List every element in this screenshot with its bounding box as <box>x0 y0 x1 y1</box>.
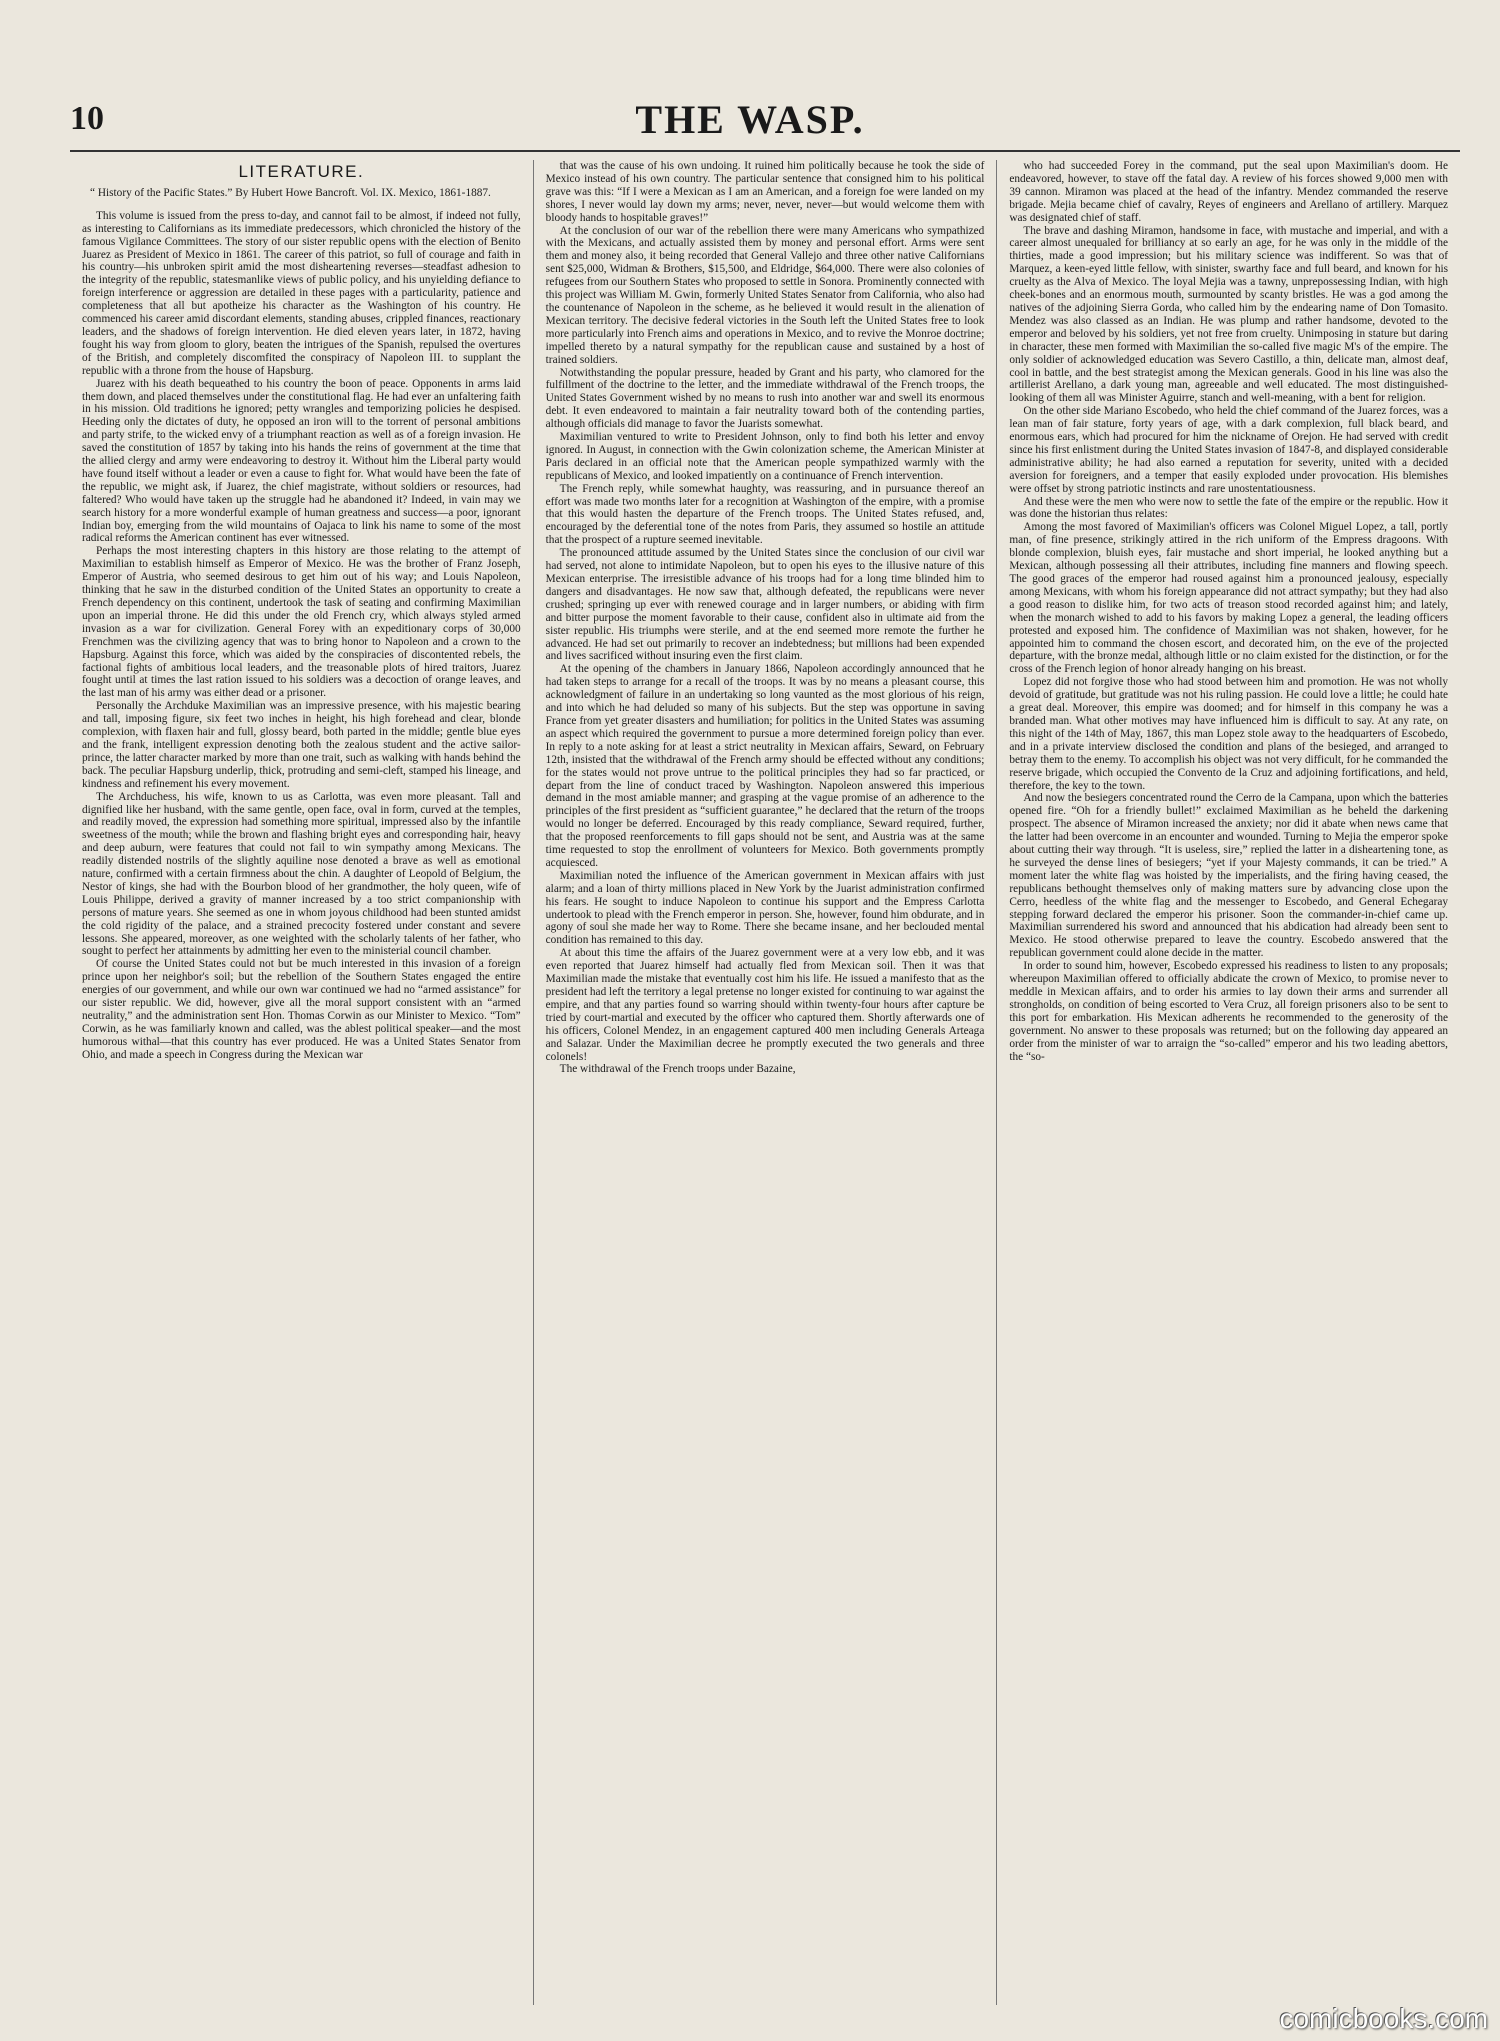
article-paragraph: who had succeeded Forey in the command, put the seal upon Maximilian's doom. He endeavored, however, to stave off the fatal day. A review of his forces showed 9,000 men with 39 cannon. Miramon was placed at the head of the infantry. Mendez commanded the reserve brigade. Mejia became chief of cavalry, Reyes of engineers and Arellano of artillery. Marquez was designated chief of staff. <box>1009 160 1449 224</box>
watermark-text: comicbooks.com <box>1279 2003 1488 2034</box>
article-paragraph: And these were the men who were now to settle the fate of the empire or the republic. How it was done the historian thus relates: <box>1009 495 1449 521</box>
article-paragraph: The French reply, while somewhat haughty, was reassuring, and in pursuance thereof an effort was made two months later for a recognition at Washington of the empire, with a promise that this would hasten the departure of the French troops. The United States refused, and, encouraged by the deferential tone of the notes from Paris, they assumed so hostile an attitude that the prospect of a rupture seemed inevitable. <box>545 482 985 547</box>
article-paragraph: Personally the Archduke Maximilian was an impressive presence, with his majestic bearing and tall, imposing figure, six feet two inches in height, his high forehead and clear, blonde complexion, with flaxen hair and full, glossy beard, both parted in the middle; gentle blue eyes and the frank, intelligent expression denoting both the zealous student and the active sailor-prince, the latter character marked by more than one trait, such as walking with hands behind the back. The peculiar Hapsburg underlip, thick, protruding and semi-cleft, stamped his lineage, and kindness and refinement his every movement. <box>82 700 521 790</box>
article-paragraph: Among the most favored of Maximilian's officers was Colonel Miguel Lopez, a tall, portly man, of fine presence, strikingly attired in the rich uniform of the Empress dragoons. With blonde complexion, bluish eyes, fair mustache and short imperial, he looked anything but a Mexican, although possessing all their attributes, including fine manners and flowing speech. The good graces of the emperor had roused against him a pronounced jealousy, especially among Mexicans, with whom his foreign appearance did not attract sympathy; but they had also a good reason to dislike him, for two acts of treason stood recorded against him; and lately, when the monarch wished to add to his favors by making Lopez a general, the leading officers protested and exposed him. The confidence of Maximilian was not shaken, however, for he appointed him to command the chosen escort, and decorated him, on the eve of the projected departure, with the bronze medal, although little or no claim existed for the distinction, or for the cross of the French legion of honor already hanging on his breast. <box>1009 521 1449 676</box>
article-paragraph: At the opening of the chambers in January 1866, Napoleon accordingly announced that he had taken steps to arrange for a recall of the troops. It was by no means a pleasant course, this acknowledgment of failure in an undertaking so long vaunted as the most glorious of his reign, and into which he had deluded so many of his subjects. But the step was opportune in saving France from yet greater disasters and humiliation; for politics in the United States was assuming an aspect which required the government to pursue a more determined foreign policy than ever. In reply to a note asking for at least a strict neutrality in Mexican affairs, Seward, on February 12th, insisted that the withdrawal of the French army should be effected without any conditions; for the states would not prove untrue to the political principles they had so far practiced, or depart from the line of conduct traced by Washington. Napoleon answered this imperious demand in the most amiable manner; and grasping at the vague promise of an adherence to the principles of the first president as “sufficient guarantee,” he declared that the return of the troops would no longer be deferred. Encouraged by this ready compliance, Seward required, further, that the proposed reenforcements to fill gaps should not be sent, and Austria was at the same time requested to stop the enrollment of volunteers for Mexico. Both governments promptly acquiesced. <box>545 663 985 869</box>
article-paragraph: The brave and dashing Miramon, handsome in face, with mustache and imperial, and with a career almost unequaled for brilliancy at so early an age, for he was only in the middle of the thirties, made a good impression; but his military science was indifferent. So was that of Marquez, a keen-eyed little fellow, with sinister, swarthy face and full beard, and known for his cruelty as the Alva of Mexico. The loyal Mejia was a tawny, unprepossessing Indian, with high cheek-bones and an enormous mouth, surmounted by scanty bristles. He was a god among the natives of the adjoining Sierra Gorda, who called him by the endearing name of Don Tomasito. Mendez was also classed as an Indian. He was plump and rather handsome, devoted to the emperor and beloved by his soldiers, yet not free from cruelty. Unimposing in stature but daring in character, these men formed with Maximilian the so-called five magic M's of the empire. The only soldier of acknowledged education was Severo Castillo, a thin, delicate man, almost deaf, cool in battle, and the best strategist among the Mexican generals. Good in his line was also the artillerist Arellano, a dark young man, agreeable and well educated. The most distinguished-looking of them all was Minister Aguirre, stanch and well-meaning, with a bent for religion. <box>1009 224 1449 405</box>
column-3 <box>996 160 1460 2005</box>
header-rule <box>70 150 1460 152</box>
section-title: LITERATURE. <box>238 162 365 181</box>
article-paragraph: Maximilian noted the influence of the American government in Mexican affairs with just alarm; and a loan of thirty millions placed in New York by the Juarist administration confirmed his fears. He sought to induce Napoleon to continue his support and the Empress Carlotta undertook to plead with the French emperor in person. She, however, found him obdurate, and in agony of soul she made her way to Rome. There she became insane, and her beclouded mental condition has remained to this day. <box>545 869 985 947</box>
article-paragraph: The Archduchess, his wife, known to us as Carlotta, was even more pleasant. Tall and dignified like her husband, with the same gentle, open face, oval in form, curved at the temples, and readily moved, the expression had something more spiritual, impressed also by the infantile sweetness of the mouth; while the brown and flashing bright eyes and corresponding hair, heavy and deep auburn, were features that could not fail to win sympathy among Mexicans. The readily distended nostrils of the slightly aquiline nose denoted a brave as well as emotional nature, confirmed with a certain firmness about the chin. A daughter of Leopold of Belgium, the Nestor of kings, she had with the Bourbon blood of her grandmother, the holy queen, wife of Louis Philippe, derived a gravity of manner increased by a too strict companionship with persons of mature years. She seemed as one in whom joyous childhood had been stunted amidst the cold rigidity of the palace, and a strained precocity fostered under constant and severe lessons. She appeared, moreover, as one weighted with the scholarly talents of her father, who sought to perfect her attainments by admitting her even to the ministerial council chamber. <box>82 790 521 958</box>
column-2 <box>533 160 997 2005</box>
column-1 <box>70 160 533 2005</box>
article-paragraph: that was the cause of his own undoing. It ruined him politically because he took the side of Mexico instead of his own country. The particular sentence that consigned him to his political grave was this: “If I were a Mexican as I am an American, and a foreign foe were landed on my shores, I never would lay down my arms; never, never, never—but would welcome them with bloody hands to hospitable graves!” <box>545 160 985 224</box>
article-columns <box>70 160 1460 2005</box>
article-paragraph: Maximilian ventured to write to President Johnson, only to find both his letter and envoy ignored. In August, in connection with the Gwin colonization scheme, the American Minister at Paris declared in an official note that the American people sympathized warmly with the republicans of Mexico, and looked impatiently on a continuance of French intervention. <box>545 431 985 482</box>
article-paragraph: At the conclusion of our war of the rebellion there were many Americans who sympathized with the Mexicans, and actually assisted them by money and personal effort. Arms were sent them and money also, it being recorded that General Vallejo and three other native Californians sent $25,000, Widman & Brothers, $15,500, and Eldridge, $64,000. There were also colonies of refugees from our Southern States who proposed to settle in Sonora. Prominently connected with this project was William M. Gwin, formerly United States Senator from California, who also had the countenance of Napoleon in the scheme, as he believed it would result in the alienation of Mexican territory. The decisive federal victories in the South left the United States free to look more particularly into French aims and operations in Mexico, and to revive the Monroe doctrine; impelled thereto by a natural sympathy for the republican cause and sustained by a host of trained soldiers. <box>545 224 985 366</box>
article-paragraph: In order to sound him, however, Escobedo expressed his readiness to listen to any proposals; whereupon Maximilian offered to officially abdicate the crown of Mexico, to promise never to meddle in Mexican affairs, and to order his armies to lay down their arms and surrender all strongholds, on condition of being escorted to Vera Cruz, all foreign prisoners also to be sent to this port for embarkation. His Mexican adherents he recommended to the generosity of the government. No answer to these proposals was returned; but on the following day appeared an order from the minister of war to arraign the “so-called” emperor and his two leading abettors, the “so- <box>1009 960 1449 1063</box>
article-paragraph: Of course the United States could not but be much interested in this invasion of a foreign prince upon her neighbor's soil; but the rebellion of the Southern States engaged the entire energies of our government, and while our own war continued we had no “armed assistance” for our sister republic. We did, however, give all the moral support consistent with an “armed neutrality,” and the administration sent Hon. Thomas Corwin as our Minister to Mexico. “Tom” Corwin, as he was familiarly known and called, was the ablest political speaker—and the most humorous withal—that this country has ever produced. He was a United States Senator from Ohio, and made a speech in Congress during the Mexican war <box>82 958 521 1061</box>
masthead-title: THE WASP. <box>635 97 865 142</box>
page-number: 10 <box>70 100 104 137</box>
article-paragraph: The withdrawal of the French troops under Bazaine, <box>559 1063 796 1076</box>
article-paragraph: On the other side Mariano Escobedo, who held the chief command of the Juarez forces, was a lean man of fair stature, forty years of age, with a dark complexion, full black beard, and enormous ears, which had procured for him the nickname of Orejon. He had served with credit since his first enlistment during the United States invasion of 1847-8, and displayed considerable administrative ability; he had also earned a reputation for severity, united with a decided aversion for foreigners, and a temper that easily exploded under provocation. His blemishes were offset by strong patriotic instincts and rare unostentatiousness. <box>1009 405 1449 495</box>
article-paragraph: Lopez did not forgive those who had stood between him and promotion. He was not wholly devoid of gratitude, but gratitude was not his ruling passion. He could love a little; he could hate a great deal. Moreover, this empire was doomed; and for himself in this company he was a branded man. What other motives may have influenced him is difficult to say. At any rate, on this night of the 14th of May, 1867, this man Lopez stole away to the headquarters of Escobedo, and in a private interview disclosed the condition and plans of the besieged, and arranged to betray them to the enemy. To accomplish his object was not very difficult, for he commanded the reserve brigade, which occupied the Convento de la Cruz and adjoining fortifications, and held, therefore, the key to the town. <box>1009 676 1449 792</box>
article-paragraph: Perhaps the most interesting chapters in this history are those relating to the attempt of Maximilian to establish himself as Emperor of Mexico. He was the brother of Franz Joseph, Emperor of Austria, who seemed desirous to get him out of his way; and Louis Napoleon, thinking that he saw in the disturbed condition of the United States an opportunity to create a French dependency on this continent, undertook the task of seating and confirming Maximilian upon an imperial throne. He did this under the old French cry, which always styled armed invasion as a war for civilization. General Forey with an expeditionary corps of 30,000 Frenchmen was the civilizing agency that was to bring honor to Napoleon and a crown to the Hapsburg. Against this force, which was aided by the conspiracies of discontented rebels, the factional fights of ambitious local leaders, and the treasonable plots of hired traitors, Juarez fought until at times the last ration issued to his soldiers was a decoction of orange leaves, and the last man of his army was either dead or a prisoner. <box>82 545 521 700</box>
article-paragraph: Notwithstanding the popular pressure, headed by Grant and his party, who clamored for the fulfillment of the doctrine to the letter, and the immediate withdrawal of the French troops, the United States Government wished by no means to rush into another war and swell its enormous debt. It even endeavored to maintain a fair neutrality toward both of the contending parties, although officials did manage to favor the Juarists somewhat. <box>545 366 985 431</box>
article-paragraph: At about this time the affairs of the Juarez government were at a very low ebb, and it was even reported that Juarez himself had actually fled from Mexican soil. Then it was that Maximilian made the mistake that eventually cost him his life. He issued a manifesto that as the president had left the territory a legal pretense no longer existed for continuing to war against the empire, and that any parties found so warring should within twenty-four hours after capture be tried by court-martial and executed by the officer who captured them. Shortly afterwards one of his officers, Colonel Mendez, in an engagement captured 400 men including Generals Arteaga and Salazar. Under the Maximilian decree he promptly executed the two generals and three colonels! <box>545 947 985 1063</box>
article-paragraph: Juarez with his death bequeathed to his country the boon of peace. Opponents in arms laid them down, and placed themselves under the constitutional flag. He had ever an unfaltering faith in his mission. Old traditions he ignored; petty wrangles and temporizing policies he despised. Heeding only the dictates of duty, he opposed an iron will to the torrent of personal ambitions and party strife, to the wicked envy of a triumphant reaction as well as of a foreign invasion. He saved the constitution of 1857 by taking into his hands the reins of government at the time that the allied clergy and army were endeavoring to destroy it. Without him the Liberal party would have found itself without a leader or even a cause to fight for. What would have been the fate of the republic, we might ask, if Juarez, the chief magistrate, without soldiers or resources, had faltered? Who would have taken up the struggle had he abandoned it? Indeed, in vain may we search history for a more wonderful example of human greatness and success—a poor, ignorant Indian boy, emerging from the wild mountains of Oajaca to link his name to some of the most radical reforms the American continent has ever witnessed. <box>82 377 521 545</box>
article-paragraph: The pronounced attitude assumed by the United States since the conclusion of our civil war had served, not alone to intimidate Napoleon, but to open his eyes to the illusive nature of this Mexican enterprise. The irresistible advance of his troops had for a long time blinded him to dangers and disadvantages. He now saw that, although defeated, the republicans were never crushed; springing up ever with renewed courage and in larger numbers, or abiding with firm and bitter purpose the moment favorable to their cause, confident also in ultimate aid from the sister republic. His triumphs were sterile, and at the end seemed more remote the further he advanced. He had set out primarily to recover an indebtedness; but millions had been expended and lives sacrificed without insuring even the first claim. <box>545 547 985 663</box>
article-paragraph: This volume is issued from the press to-day, and cannot fail to be almost, if indeed not fully, as interesting to Californians as its immediate predecessors, which chronicled the history of the famous Vigilance Committees. The story of our sister republic opens with the election of Benito Juarez as President of Mexico in 1861. The career of this patriot, so full of courage and faith in his country—his unbroken spirit amid the most disheartening reverses—steadfast adhesion to the integrity of the republic, statesmanlike views of public policy, and his unyielding defiance to foreign interference or aggression are detailed in these pages with a particularity, patience and completeness that all but apotheize his character as the Washington of his country. He commenced his career amid discordant elements, standing abuses, crippled finances, reactionary leaders, and the shadows of foreign intervention. He died eleven years later, in 1872, having fought his way from gloom to glory, beaten the intrigues of the Spanish, repulsed the overtures of the British, and completely discomfited the conspiracy of Napoleon III. to supplant the republic with a throne from the house of Hapsburg. <box>82 209 521 377</box>
book-citation: “ History of the Pacific States.” By Hubert Howe Bancroft. Vol. IX. Mexico, 1861-1887. <box>90 186 491 199</box>
article-paragraph: And now the besiegers concentrated round the Cerro de la Campana, upon which the batteries opened fire. “Oh for a friendly bullet!” exclaimed Maximilian as he beheld the darkening prospect. The absence of Miramon increased the anxiety; nor did it abate when news came that the latter had been overcome in an encounter and wounded. Turning to Mejia the emperor spoke about cutting their way through. “It is useless, sire,” replied the latter in a disheartening tone, as he surveyed the dense lines of besiegers; “yet if your Majesty commands, it can be tried.” A moment later the white flag was hoisted by the imperialists, and the firing having ceased, the republicans bethought themselves only of making matters sure by advancing close upon the Cerro, heedless of the white flag and the messenger to Escobedo, and General Echegaray stepping forward declared the emperor his prisoner. Soon the commander-in-chief came up. Maximilian surrendered his sword and announced that his abdication had already been sent to Mexico. He stood otherwise prepared to leave the country. Escobedo answered that the republican government could alone decide in the matter. <box>1009 792 1449 960</box>
